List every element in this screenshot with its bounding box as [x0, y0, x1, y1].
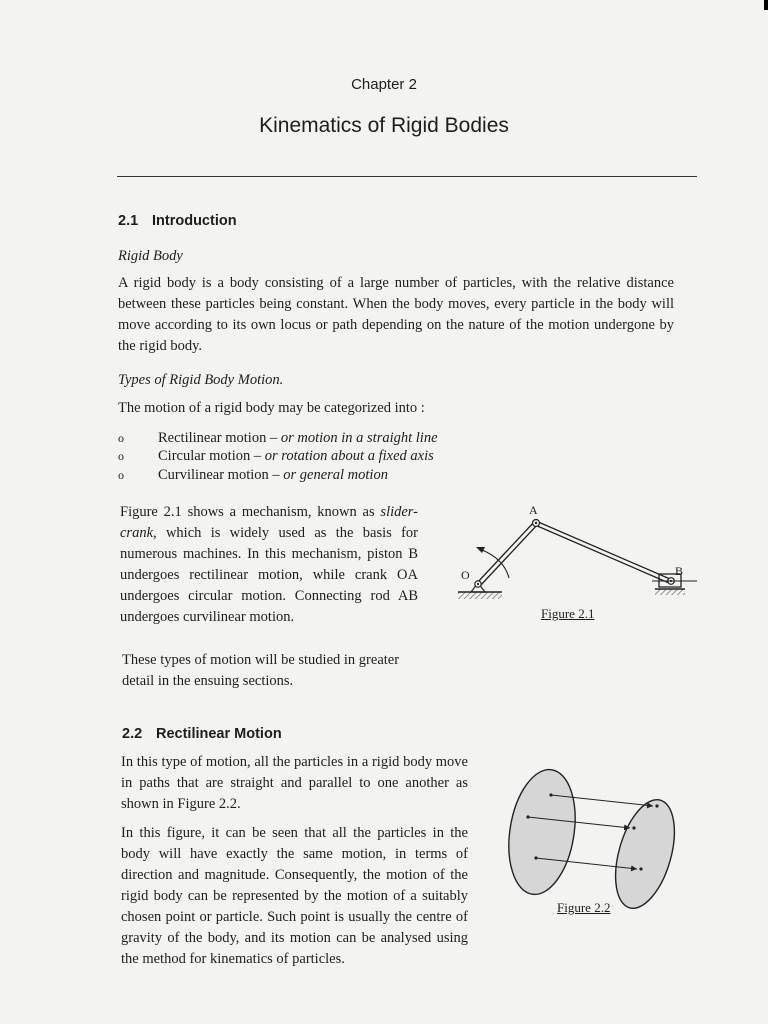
connecting-rod-ab — [535, 525, 669, 583]
motion-name: Curvilinear motion — [158, 467, 269, 483]
ground-hatch-o — [458, 592, 502, 599]
bullet-icon: o — [118, 449, 124, 463]
section-heading-introduction — [118, 213, 237, 229]
rectilinear-motion-figure — [500, 762, 685, 922]
bullet-icon: o — [118, 468, 124, 482]
joint-a — [535, 522, 537, 524]
categorize-text: The motion of a rigid body may be categorized into : — [118, 400, 425, 416]
section-title: Rectilinear Motion — [156, 726, 282, 742]
section-heading-rectilinear-motion — [122, 726, 282, 742]
motion-name: Circular motion — [158, 448, 251, 464]
rectilinear-paragraph-2: In this figure, it can be seen that all the particles in the body will have exactly the same motion, in terms of direction and magnitude. Consequently, the motion of the rigid body can be represented by the motion of a suitably chosen point or particle. Such point is usually the centre of gravity of the body, and its motion can be analysed using the method for kinematics of particles. — [121, 825, 468, 967]
list-item-circular — [118, 448, 434, 465]
motion-description: – or general motion — [268, 467, 388, 483]
ground-hatch-b — [655, 589, 685, 595]
slider-crank-paragraph — [120, 502, 418, 628]
bullet-icon: o — [118, 431, 124, 445]
paragraph-text: Figure 2.1 shows a mechanism, known as — [120, 504, 381, 520]
section-number: 2.1 — [118, 213, 139, 229]
rigid-body-displaced — [605, 793, 685, 915]
pivot-o — [477, 583, 479, 585]
rigid-body-paragraph: A rigid body is a body consisting of a large number of particles, with the relative distance between these particles being constant. When the body moves, every particle in the body will move according to its own locus or path depending on the nature of the motion undergone by the rigid body. — [118, 275, 674, 354]
types-subheading: Types of Rigid Body Motion. — [118, 372, 284, 388]
label-o: O — [461, 568, 470, 582]
paragraph-text: , which is widely used as the basis for numerous machines. In this mechanism, piston B undergoes rectilinear motion, while crank OA undergoes circular motion. Connecting rod AB undergoes curvilinear motion. — [120, 525, 418, 625]
section-number: 2.2 — [122, 726, 143, 742]
motion-name: Rectilinear motion — [158, 430, 267, 446]
types-studied-paragraph: These types of motion will be studied in greater detail in the ensuing sections. — [122, 652, 400, 689]
connecting-rod-ab — [536, 521, 670, 579]
rotation-arrowhead — [476, 547, 485, 553]
crank-oa — [476, 521, 535, 584]
particle-point — [639, 867, 642, 870]
particle-point — [655, 804, 658, 807]
list-item-curvilinear — [118, 467, 388, 484]
section-title: Introduction — [152, 213, 237, 229]
figure-2-2-caption: Figure 2.2 — [557, 900, 611, 915]
rigid-body-subheading: Rigid Body — [118, 248, 183, 264]
slider-crank-term: slider-crank — [120, 504, 418, 541]
list-item-rectilinear — [118, 430, 438, 447]
chapter-title: Kinematics of Rigid Bodies — [259, 114, 509, 137]
rectilinear-paragraph-1: In this type of motion, all the particles in a rigid body move in paths that are straight and parallel to one another as shown in Figure 2.2. — [121, 754, 468, 812]
particle-point — [549, 793, 552, 796]
particle-point — [632, 826, 635, 829]
rigid-body-initial — [501, 765, 584, 899]
chapter-label: Chapter 2 — [351, 76, 417, 93]
label-b: B — [675, 564, 684, 578]
title-divider — [117, 176, 697, 177]
scan-edge-mark — [764, 0, 768, 10]
figure-2-1-caption: Figure 2.1 — [541, 606, 595, 621]
particle-point — [534, 856, 537, 859]
motion-description: – or rotation about a fixed axis — [250, 448, 434, 464]
particle-point — [526, 815, 529, 818]
motion-description: – or motion in a straight line — [266, 430, 438, 446]
label-a: A — [529, 503, 538, 517]
